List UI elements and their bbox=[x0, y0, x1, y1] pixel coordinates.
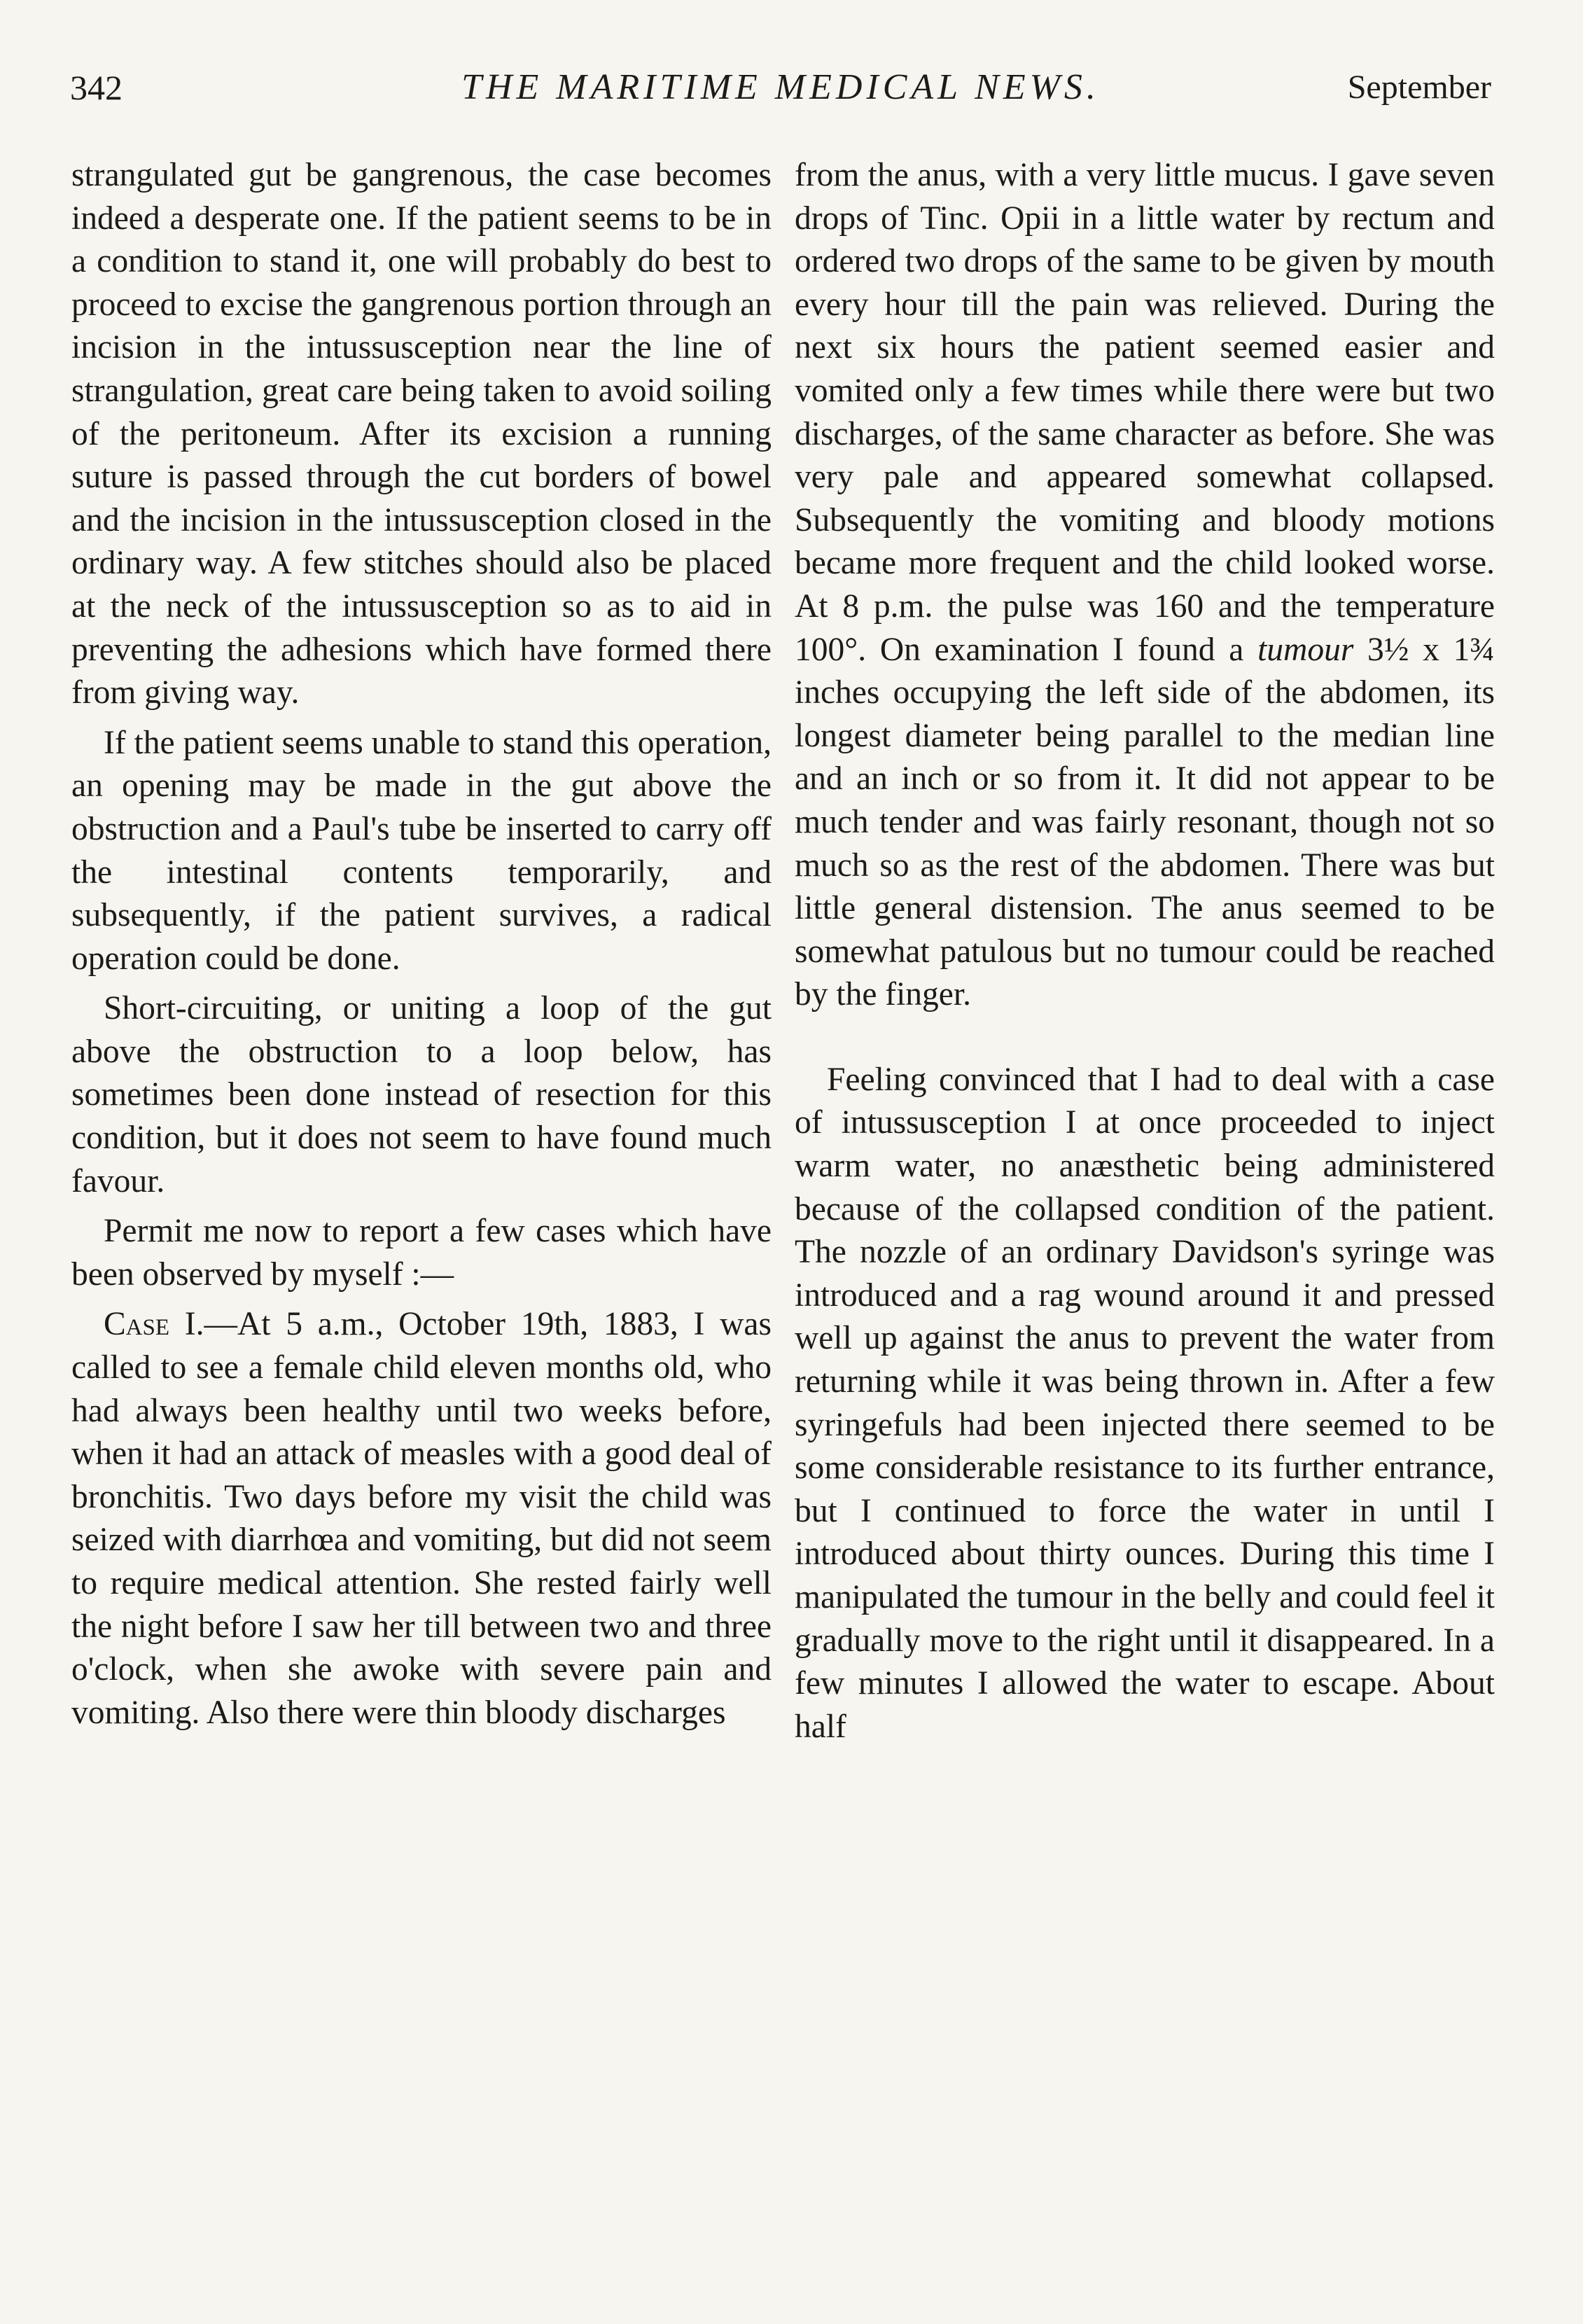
journal-title: THE MARITIME MEDICAL NEWS. bbox=[461, 67, 1100, 107]
paragraph-report-intro: Permit me now to report a few cases which have been observed by myself :— bbox=[71, 1213, 772, 1293]
page-number: 342 bbox=[70, 68, 123, 107]
paragraph-pauls-tube: If the patient seems unable to stand this operation, an opening may be made in the gut above the obstruction and a Paul's tube be inserted to carry off the intestinal contents temporarily, and subsequently, if the patient survives, a radical operation could be done. bbox=[71, 724, 772, 977]
paragraph-continued: strangulated gut be gangrenous, the case becomes indeed a desperate one. If the patient seems to be in a condition to stand it, one will probably do best to proceed to excise the gangrenous portion through an incision in the intussusception near the line of strangulation, great care being taken to avoid soiling of the peritoneum. After its excision a running suture is passed through the cut borders of bowel and the incision in the intussusception closed in the ordinary way. A few stitches should also be placed at the neck of the intussusception so as to aid in preventing the adhesions which have formed there from giving way. bbox=[71, 157, 772, 711]
paragraph-case-one bbox=[71, 1303, 772, 1734]
case-text-part-a: from the anus, with a very little mucus. I gave seven drops of Tinc. Opii in a little water by rectum and ordered two drops of the same to be given by mouth every hour till the pain was relieved. During the next six hours the patient seemed easier and vomited only a few times while there were but two discharges, of the same character as before. She was very pale and appeared somewhat collapsed. Subsequently the vomiting and bloody motions became more frequent and the child looked worse. At 8 p.m. the pulse was 160 and the temperature 100°. On examination I found a bbox=[795, 157, 1495, 668]
left-column bbox=[71, 154, 772, 1741]
tumour-italic: tumour bbox=[1257, 631, 1354, 668]
issue-month: September bbox=[1347, 69, 1491, 106]
paragraph-injection: Feeling convinced that I had to deal with a case of intussusception I at once proceeded to inject warm water, no anæsthetic being administered because of the collapsed condition of the patient. The nozzle of an ordinary Davidson's syringe was introduced and a rag wound around it and pressed well up against the anus to prevent the water from returning while it was being thrown in. After a few syringefuls had been injected there seemed to be some considerable resistance to its further entrance, but I continued to force the water in until I introduced about thirty ounces. During this time I manipulated the tumour in the belly and could feel it gradually move to the right until it disappeared. In a few minutes I allowed the water to escape. About half bbox=[795, 1061, 1495, 1745]
case-text-part-b: 3½ x 1¾ inches occupying the left side of the abdomen, its longest diameter being parallel to the median line and an inch or so from it. It did not appear to be much tender and was fairly resonant, though not so much so as the rest of the abdomen. There was but little general distension. The anus seemed to be somewhat patulous but no tumour could be reached by the finger. bbox=[795, 631, 1495, 1013]
page-header bbox=[70, 63, 1491, 119]
right-column bbox=[795, 154, 1495, 1755]
paragraph-short-circuiting: Short-circuiting, or uniting a loop of the gut above the obstruction to a loop below, has sometimes been done instead of resection for this condition, but it does not seem to have found much favour. bbox=[71, 990, 772, 1199]
case-label: Case I. bbox=[104, 1306, 204, 1343]
case-one-text: —At 5 a.m., October 19th, 1883, I was called to see a female child eleven months old, who had always been healthy until two weeks before, when it had an attack of measles with a good deal of bronchitis. Two days before my visit the child was seized with diarrhœa and vomiting, but did not seem to require medical attention. She rested fairly well the night before I saw her till between two and three o'clock, when she awoke with severe pain and vomiting. Also there were thin bloody discharges bbox=[71, 1306, 772, 1731]
paragraph-case-one-continued bbox=[795, 154, 1495, 1017]
